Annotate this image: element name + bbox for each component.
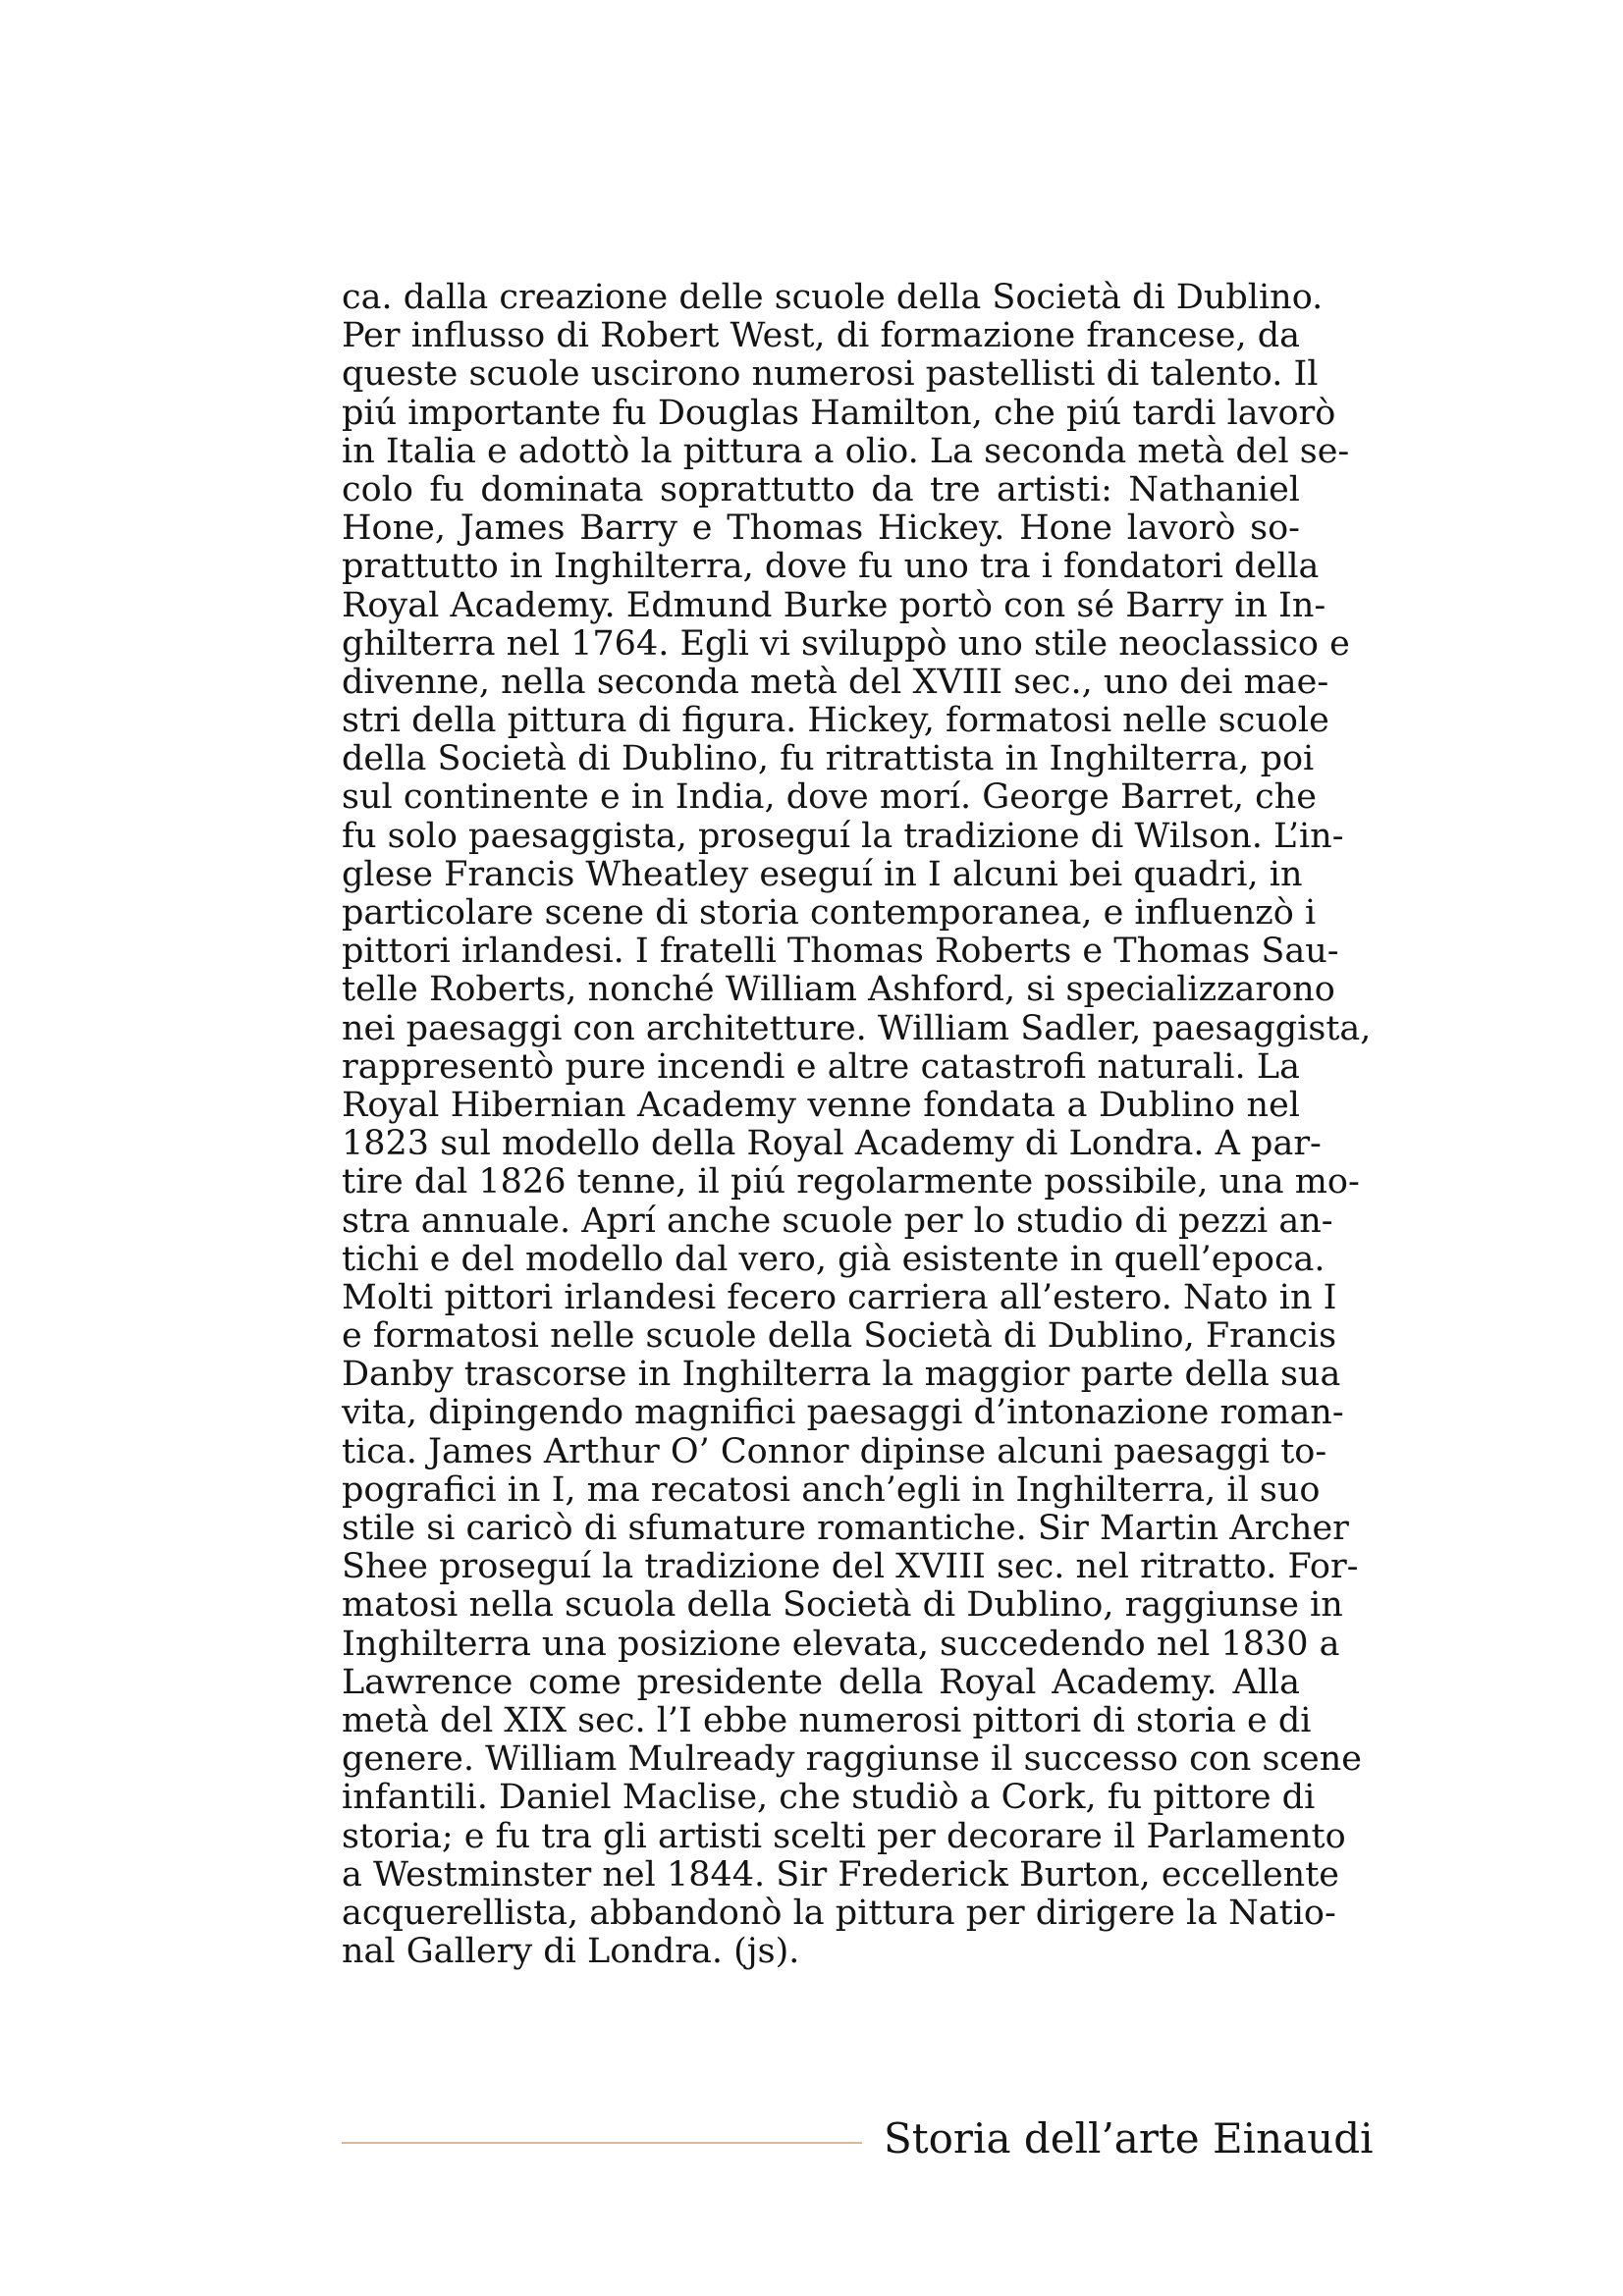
- text-line: Royal Hibernian Academy venne fondata a Dublino nel: [342, 1085, 1300, 1125]
- text-line: pografici in I, ma recatosi anch’egli in Inghilterra, il suo: [342, 1469, 1321, 1510]
- text-line: vita, dipingendo magnifici paesaggi d’intonazione roman-: [342, 1393, 1344, 1433]
- text-line: matosi nella scuola della Società di Dublino, raggiunse in: [342, 1585, 1343, 1626]
- text-line: infantili. Daniel Maclise, che studiò a Cork, fu pittore di: [342, 1778, 1316, 1818]
- text-line: pittori irlandesi. I fratelli Thomas Roberts e Thomas Sau-: [342, 932, 1339, 972]
- text-line: nal Gallery di Londra. (js).: [342, 1932, 800, 1972]
- text-line: della Società di Dublino, fu ritrattista in Inghilterra, poi: [342, 739, 1315, 779]
- text-line: 1823 sul modello della Royal Academy di Londra. A par-: [342, 1124, 1322, 1164]
- body-text: [342, 278, 1372, 1972]
- text-line: colo fu dominata soprattutto da tre artisti: Nathaniel: [342, 469, 1300, 509]
- text-line: telle Roberts, nonché William Ashford, si specializzarono: [342, 970, 1335, 1010]
- text-line: glese Francis Wheatley eseguí in I alcuni bei quadri, in: [342, 854, 1303, 894]
- text-line: fu solo paesaggista, proseguí la tradizione di Wilson. L’in-: [342, 816, 1344, 856]
- footer-divider: [342, 2142, 862, 2144]
- text-line: Danby trascorse in Inghilterra la maggior parte della sua: [342, 1355, 1341, 1395]
- text-line: stile si caricò di sfumature romantiche. Sir Martin Archer: [342, 1509, 1349, 1548]
- text-line: tichi e del modello dal vero, già esistente in quell’epoca.: [342, 1239, 1325, 1279]
- text-line: genere. William Mulready raggiunse il successo con scene: [342, 1739, 1362, 1780]
- text-line: ca. dalla creazione delle scuole della Società di Dublino.: [342, 278, 1324, 317]
- text-line: ghilterra nel 1764. Egli vi sviluppò uno stile neoclassico e: [342, 623, 1350, 664]
- text-line: Royal Academy. Edmund Burke portò con sé Barry in In-: [342, 585, 1326, 625]
- text-line: metà del XIX sec. l’I ebbe numerosi pittori di storia e di: [342, 1700, 1312, 1740]
- text-line: e formatosi nelle scuole della Società di Dublino, Francis: [342, 1316, 1337, 1357]
- text-line: rappresentò pure incendi e altre catastrofi naturali. La: [342, 1046, 1300, 1087]
- footer-title: Storia dell’arte Einaudi: [884, 2114, 1374, 2163]
- text-line: prattutto in Inghilterra, dove fu uno tra i fondatori della: [342, 547, 1320, 587]
- text-line: queste scuole uscirono numerosi pastellisti di talento. Il: [342, 354, 1319, 395]
- text-line: Molti pittori irlandesi fecero carriera all’estero. Nato in I: [342, 1277, 1337, 1317]
- text-line: tire dal 1826 tenne, il piú regolarmente possibile, una mo-: [342, 1162, 1360, 1202]
- text-line: sul continente e in India, dove morí. George Barret, che: [342, 777, 1317, 818]
- text-line: a Westminster nel 1844. Sir Frederick Burton, eccellente: [342, 1854, 1339, 1895]
- text-line: particolare scene di storia contemporanea, e influenzò i: [342, 893, 1317, 933]
- text-line: divenne, nella seconda metà del XVIII sec., uno dei mae-: [342, 662, 1329, 702]
- text-line: nei paesaggi con architetture. William Sadler, paesaggista,: [342, 1008, 1372, 1048]
- text-line: Per influsso di Robert West, di formazione francese, da: [342, 316, 1300, 356]
- text-line: Lawrence come presidente della Royal Academy. Alla: [342, 1662, 1300, 1702]
- text-line: acquerellista, abbandonò la pittura per dirigere la Natio-: [342, 1893, 1336, 1933]
- text-line: stri della pittura di figura. Hickey, formatosi nelle scuole: [342, 701, 1329, 741]
- text-line: storia; e fu tra gli artisti scelti per decorare il Parlamento: [342, 1816, 1346, 1856]
- text-line: stra annuale. Aprí anche scuole per lo studio di pezzi an-: [342, 1201, 1333, 1241]
- text-line: piú importante fu Douglas Hamilton, che piú tardi lavorò: [342, 393, 1336, 433]
- text-line: in Italia e adottò la pittura a olio. La seconda metà del se-: [342, 431, 1350, 471]
- text-line: Inghilterra una posizione elevata, succedendo nel 1830 a: [342, 1624, 1340, 1664]
- text-line: Shee proseguí la tradizione del XVIII sec. nel ritratto. For-: [342, 1547, 1359, 1587]
- text-line: tica. James Arthur O’ Connor dipinse alcuni paesaggi to-: [342, 1431, 1327, 1471]
- text-line: Hone, James Barry e Thomas Hickey. Hone lavorò so-: [342, 508, 1300, 549]
